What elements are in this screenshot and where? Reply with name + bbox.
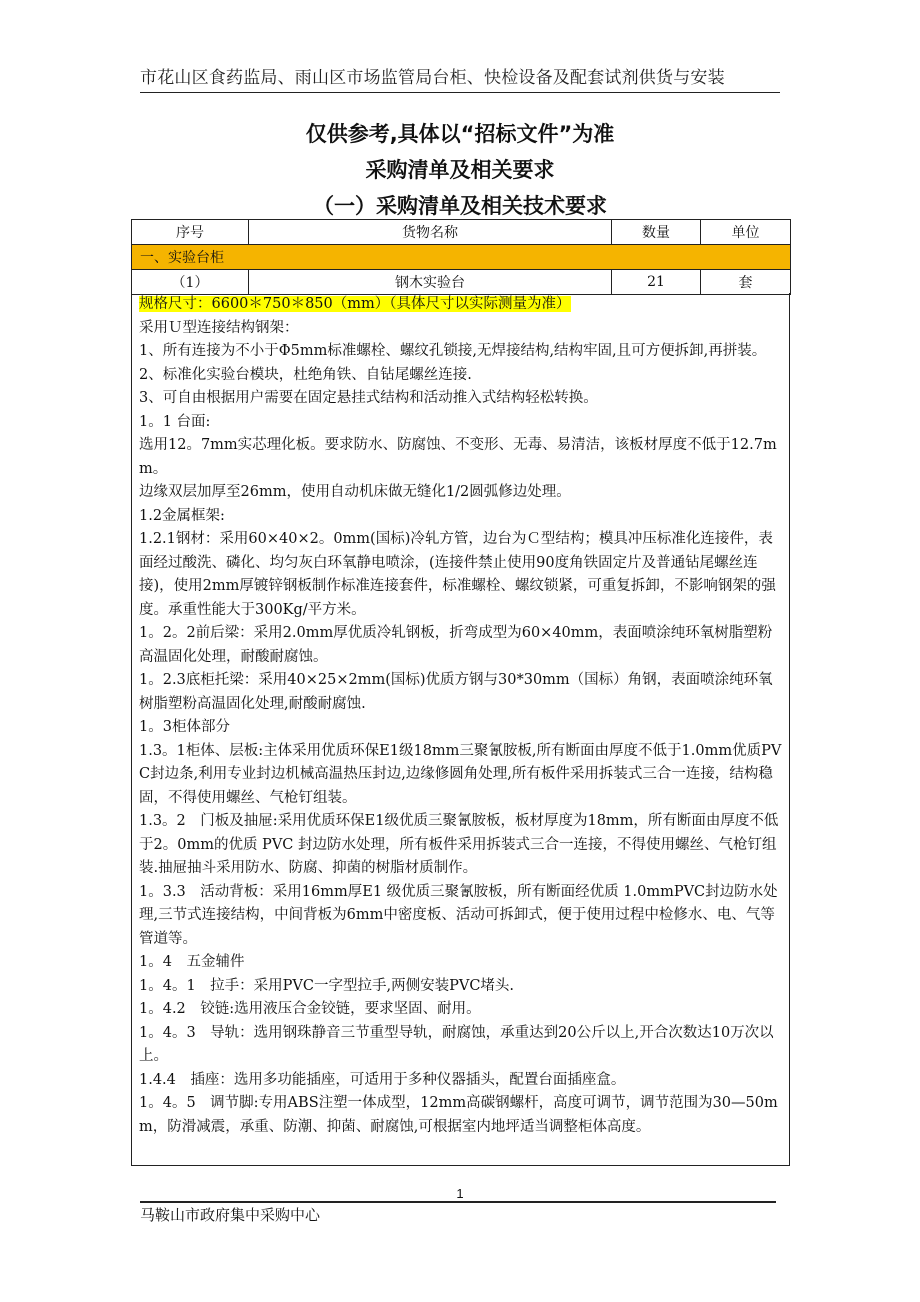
row-goods-name: 钢木实验台 <box>249 270 612 295</box>
row-unit: 套 <box>701 270 791 295</box>
requirement-paragraph: 1.2金属框架: <box>139 507 225 524</box>
row-quantity: 21 <box>612 270 701 295</box>
requirement-paragraph: 1.2.1钢材：采用60×40×2。0mm(国标)冷轧方管，边台为Ｃ型结构；模具冲压标准化连接件，表面经过酸洗、磷化、均匀灰白环氧静电喷涂，(连接件禁止使用90度角铁固定片及普通钻尾螺丝连接)，使用2mm厚镀锌钢板制作标准连接套件，标准螺栓、螺纹锁紧，可重复拆卸，不影响钢架的强度。承重性能大于300Kg/平方米。 <box>139 531 776 618</box>
requirement-paragraph: 1。1 台面: <box>139 413 211 430</box>
requirement-paragraph: 1.3。1柜体、层板:主体采用优质环保E1级18mm三聚氰胺板,所有断面由厚度不低于1.0mm优质PVC封边条,利用专业封边机械高温热压封边,边缘修圆角处理,所有板件采用拆装式三合一连接，结构稳固，不得使用螺丝、气枪钉组装。 <box>139 742 782 806</box>
requirement-paragraph: 1、所有连接为不小于Φ5mm标准螺栓、螺纹孔锁接,无焊接结构,结构牢固,且可方便拆卸,再拼装。 <box>139 343 767 359</box>
section-label: 一、实验台柜 <box>132 245 791 270</box>
row-serial: （1） <box>132 270 249 295</box>
page-header: 市花山区食药监局、雨山区市场监管局台柜、快检设备及配套试剂供货与安装 <box>140 64 780 93</box>
requirement-paragraph: 边缘双层加厚至26mm，使用自动机床做无缝化1/2圆弧修边处理。 <box>139 484 571 500</box>
requirement-paragraph: 1。4。5 调节脚:专用ABS注塑一体成型，12mm高碳钢螺杆，高度可调节，调节范围为30—50mm，防滑减震，承重、防潮、抑菌、耐腐蚀,可根据室内地坪适当调整柜体高度。 <box>139 1095 778 1135</box>
requirement-paragraph: 1。4 五金辅件 <box>139 954 245 970</box>
footer-organization: 马鞍山市政府集中采购中心 <box>140 1206 321 1224</box>
main-title: 采购清单及相关要求 <box>365 158 555 182</box>
spec-highlight: 规格尺寸：6600＊750＊850（mm）（具体尺寸以实际测量为准） <box>139 296 571 312</box>
requirement-paragraph: 1。4.2 铰链:选用液压合金铰链，要求坚固、耐用。 <box>139 1001 481 1017</box>
requirement-paragraph: 3、可自由根据用户需要在固定悬挂式结构和活动推入式结构轻松转换。 <box>139 390 598 406</box>
section-row <box>132 245 791 270</box>
requirement-paragraph: 1。4。3 导轨：选用钢珠静音三节重型导轨，耐腐蚀，承重达到20公斤以上,开合次数达10万次以上。 <box>139 1024 774 1064</box>
requirement-paragraph: 1。3.3 活动背板：采用16mm厚E1 级优质三聚氰胺板，所有断面经优质 1.0mmPVC封边防水处理,三节式连接结构，中间背板为6mm中密度板、活动可拆卸式，便于使用过程中检修水、电、气等管道等。 <box>139 883 778 947</box>
section-title: （一）采购清单及相关技术要求 <box>313 194 607 218</box>
procurement-table <box>131 219 791 295</box>
requirement-paragraph: 1。2。2前后梁：采用2.0mm厚优质冷轧钢板，折弯成型为60×40mm，表面喷涂纯环氧树脂塑粉高温固化处理，耐酸耐腐蚀。 <box>139 625 773 665</box>
table-header-row <box>132 220 791 245</box>
header-serial: 序号 <box>132 220 249 245</box>
requirement-paragraph: 1。3柜体部分 <box>139 719 230 735</box>
requirement-paragraph: 1。4。1 拉手：采用PVC一字型拉手,两侧安装PVC堵头. <box>139 977 515 994</box>
requirement-paragraph: 采用Ｕ型连接结构钢架： <box>139 319 299 336</box>
spec-line <box>139 293 783 317</box>
page-number: 1 <box>456 1186 464 1201</box>
requirement-paragraph: 2、标准化实验台模块，杜绝角铁、自钻尾螺丝连接. <box>139 366 472 383</box>
requirement-paragraph: 1.4.4 插座：选用多功能插座，可适用于多种仪器插头，配置台面插座盒。 <box>139 1071 626 1088</box>
technical-requirements <box>131 293 790 1166</box>
table-row <box>132 270 791 295</box>
footer-divider <box>140 1201 776 1203</box>
requirement-paragraph: 1.3。2 门板及抽屉:采用优质环保E1级优质三聚氰胺板，板材厚度为18mm，所有断面由厚度不低于2。0mm的优质 PVC 封边防水处理，所有板件采用拆装式三合一连接，不得使用螺丝、气枪钉组装.抽屉抽斗采用防水、防腐、抑菌的树脂材质制作。 <box>139 813 779 876</box>
header-quantity: 数量 <box>612 220 701 245</box>
header-goods-name: 货物名称 <box>249 220 612 245</box>
header-unit: 单位 <box>701 220 791 245</box>
requirement-paragraph: 选用12。7mm实芯理化板。要求防水、防腐蚀、不变形、无毒、易清洁，该板材厚度不低于12.7mm。 <box>139 437 777 477</box>
requirement-paragraph: 1。2.3底柜托梁：采用40×25×2mm(国标)优质方钢与30*30mm（国标）角钢，表面喷涂纯环氧树脂塑粉高温固化处理,耐酸耐腐蚀. <box>139 672 773 712</box>
reference-note-title: 仅供参考,具体以“招标文件”为准 <box>305 122 615 146</box>
